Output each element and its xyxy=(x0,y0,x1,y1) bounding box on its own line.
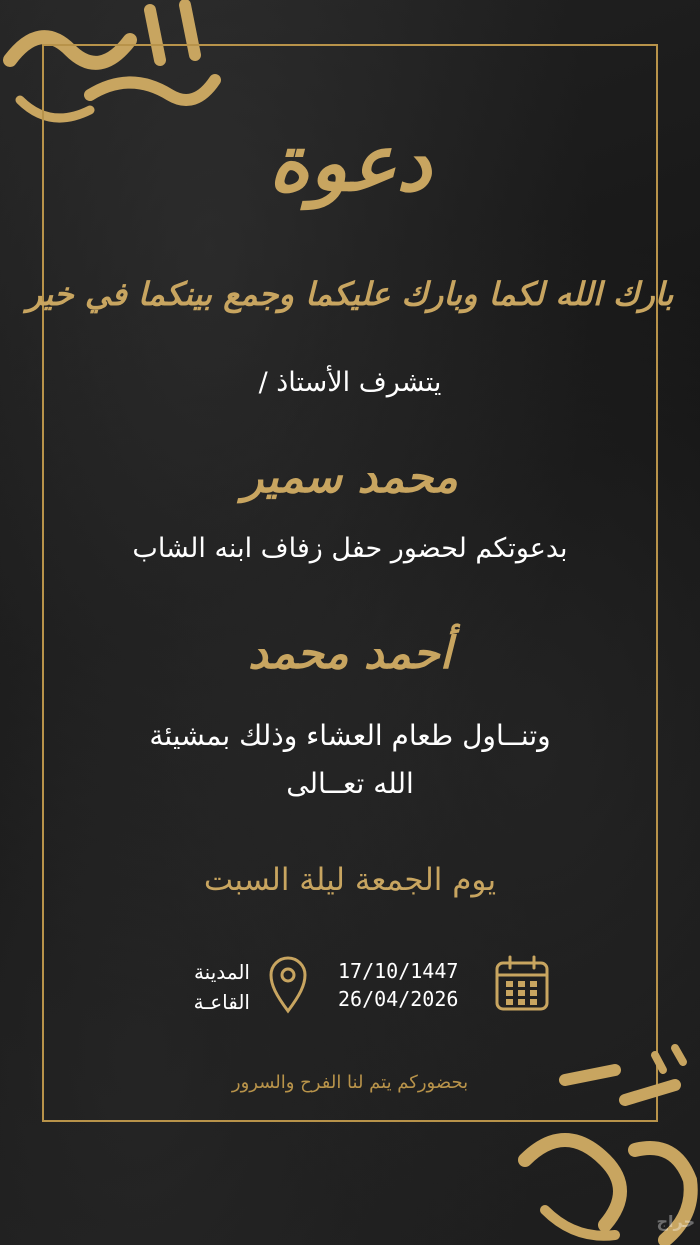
date-gregorian: 26/04/2026 xyxy=(338,987,459,1011)
place-hall: القاعـة xyxy=(193,990,250,1014)
host-name: محمد سمير xyxy=(242,452,458,503)
dinner-line-1: وتنــاول طعام العشاء وذلك بمشيئة xyxy=(149,719,551,752)
dinner-line-2: الله تعــالى xyxy=(286,767,414,800)
closing-line: بحضوركم يتم لنا الفرح والسرور xyxy=(231,1072,469,1093)
calendar-icon xyxy=(494,955,550,1013)
day-line: يوم الجمعة ليلة السبت xyxy=(203,862,497,898)
invitation-title: دعوة xyxy=(268,118,432,209)
event-dates xyxy=(338,957,478,1013)
date-hijri: 17/10/1447 xyxy=(338,959,459,983)
host-intro: يتشرف الأستاذ / xyxy=(258,367,442,398)
groom-name: أحمد محمد xyxy=(248,628,452,679)
dinner-line xyxy=(0,712,700,808)
event-details xyxy=(0,955,700,1025)
location-pin-icon xyxy=(268,955,308,1015)
invite-line: بدعوتكم لحضور حفل زفاف ابنه الشاب xyxy=(132,533,568,564)
place-city: المدينة xyxy=(193,960,250,984)
event-place xyxy=(150,957,250,1017)
watermark: حراج xyxy=(656,1212,695,1231)
blessing-calligraphy: بارك الله لكما وبارك عليكما وجمع بينكما في خير xyxy=(26,275,674,313)
